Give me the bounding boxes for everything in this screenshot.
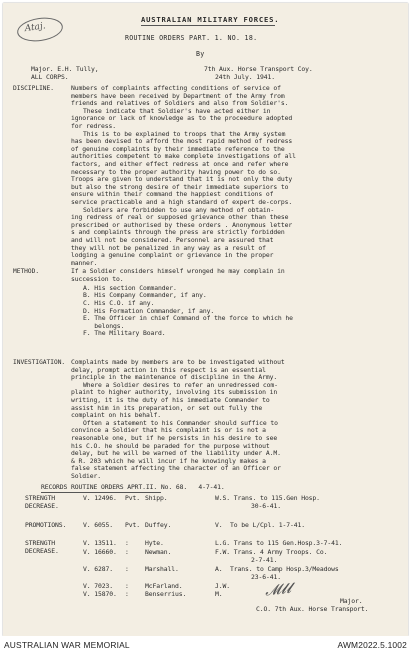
record-entry: V. To be L/Cpl. 1-7-41.	[215, 521, 305, 529]
discipline-line: manner.	[71, 258, 98, 267]
handwritten-stamp	[16, 15, 65, 44]
record-entry-continued: 30-6-41.	[251, 501, 281, 510]
record-surname: Shipp.	[145, 494, 168, 502]
discipline-line: friends and relatives of Soldiers and also from Soldier's.	[71, 99, 289, 108]
record-surname: Duffey.	[145, 521, 172, 529]
investigation-line: his C.O. he should be paraded for the purpose without	[71, 441, 270, 450]
record-entry: L.G. Trans to 115 Gen.Hosp.3-7-41.	[215, 539, 343, 547]
method-step: D. His Formation Commander, if any.	[83, 306, 215, 315]
discipline-line: ensure within their command the happiest conditions of	[71, 190, 274, 199]
method-intro-line: succession to.	[71, 274, 124, 283]
discipline-line: Troops are given to understand that it is not only the duty	[71, 175, 293, 184]
record-category: DECREASE.	[25, 501, 59, 510]
record-rank: :	[125, 565, 129, 573]
record-category: STRENGTH	[25, 539, 55, 547]
investigation-line: complaint on his behalf.	[71, 411, 161, 420]
record-entry-continued: 23-6-41.	[251, 572, 281, 581]
record-entry: J.W.	[215, 582, 230, 590]
discipline-line: authorities competent to make complete investigations of all	[71, 152, 296, 161]
footer-institution: AUSTRALIAN WAR MEMORIAL	[4, 640, 130, 650]
discipline-label: DISCIPLINE.	[13, 85, 54, 92]
investigation-line: Complaints made by members are to be investigated without	[71, 358, 285, 366]
orders-heading: ROUTINE ORDERS PART. 1. NO. 18.	[125, 34, 258, 42]
discipline-line: for redress.	[71, 122, 116, 130]
investigation-line: delay, but he will be warned of the liability under A.M.	[71, 449, 281, 458]
record-entry: A. Trans. to Camp Hosp.3/Meadows	[215, 565, 339, 573]
record-surname: Hyte.	[145, 539, 164, 547]
discipline-line: has been devised to afford the most rapid method of redress	[71, 137, 293, 146]
records-underline	[41, 492, 161, 493]
discipline-line: service practicable and a high standard of expert de-corps.	[71, 198, 293, 206]
unit-name: 7th Aux. Horse Transport Coy.	[204, 65, 313, 73]
discipline-line: necessary to the proper authority having power to do so.	[71, 167, 281, 176]
signature-unit: C.O. 7th Aux. Horse Transport.	[256, 605, 369, 613]
discipline-line: Numbers of complaints affecting conditions of service of	[71, 84, 281, 92]
investigation-line: plaint to higher authority, involving its submission in	[71, 388, 278, 397]
investigation-line: false statement affecting the character of an Officer or	[71, 464, 281, 473]
investigation-line: Soldier.	[71, 472, 101, 480]
investigation-line: writing, it is the duty of his immediate Commander to	[71, 396, 270, 404]
record-rank: :	[125, 548, 129, 556]
record-rank: Pvt.	[125, 521, 140, 529]
record-entry: M.	[215, 590, 223, 598]
record-rank: Pvt.	[125, 494, 140, 502]
record-service-number: V. 15870.	[83, 590, 117, 598]
investigation-line: & R. 203 which he will incur if he knowingly makes a	[71, 456, 266, 465]
officer-name: Major. E.H. Tully,	[31, 65, 99, 73]
record-rank: :	[125, 590, 129, 598]
record-surname: Marshall.	[145, 565, 179, 573]
method-step: F. The Military Board.	[83, 329, 166, 338]
investigation-label: INVESTIGATION.	[13, 359, 66, 366]
discipline-line: and will not be considered. Personnel are assured that	[71, 236, 274, 244]
investigation-line: Often a statement to his Commander should suffice to	[83, 418, 278, 427]
archive-footer	[0, 636, 411, 653]
title-underline	[141, 25, 275, 26]
discipline-line: lodging a genuine complaint or grievance in the proper	[71, 251, 274, 260]
document-title: AUSTRALIAN MILITARY FORCES.	[141, 15, 280, 24]
record-entry: F.W. Trans. 4 Army Troops. Co.	[215, 548, 328, 556]
investigation-line: Where a Soldier desires to refer an unredressed com-	[83, 380, 278, 389]
discipline-line: but also the strong desire of their immediate superiors to	[71, 182, 289, 191]
discipline-line: Soldiers are forbidden to use any method of obtain-	[83, 205, 275, 214]
record-service-number: V. 6055.	[83, 521, 113, 529]
investigation-line: reasonable one, but if he persists in his desire to see	[71, 434, 278, 442]
stamp-text: Ataj.	[24, 21, 47, 35]
investigation-line: assist him in its preparation, or set out fully the	[71, 403, 263, 412]
record-surname: Benserrius.	[145, 590, 187, 598]
discipline-line: factors, and either effect redress at once and refer where	[71, 160, 289, 168]
discipline-line: of genuine complaints by their immediate reference to the	[71, 144, 285, 153]
record-rank: :	[125, 539, 129, 547]
record-service-number: V. 13511.	[83, 539, 117, 547]
investigation-line: delay, prompt action in this respect is an essential	[71, 365, 266, 374]
record-surname: McFarland.	[145, 582, 183, 590]
record-rank: :	[125, 582, 129, 590]
document-sheet	[3, 3, 408, 636]
record-category: STRENGTH	[25, 494, 55, 502]
footer-accession-number: AWM2022.5.1002	[337, 640, 407, 650]
discipline-line: These indicate that Soldier's have acted either in	[83, 106, 271, 115]
discipline-line: they will not be penalized in any way as a result of	[71, 243, 266, 252]
record-service-number: V. 12496.	[83, 494, 117, 502]
handwritten-signature: 𝓜𝓵𝓵	[264, 580, 293, 600]
signature-rank: Major.	[340, 597, 363, 605]
method-step: B. His Company Commander, if any.	[83, 291, 207, 300]
discipline-line: ignorance or lack of knowledge as to the proceedure adopted	[71, 114, 293, 123]
investigation-line: convince a Soldier that his complaint is or is not a	[71, 426, 266, 435]
record-service-number: V. 6287.	[83, 565, 113, 573]
method-step: E. The Officer in chief Command of the force to which he	[83, 314, 293, 323]
method-intro-line: If a Soldier considers himself wronged he may complain in	[71, 267, 285, 275]
investigation-line: principle in the maintenance of discipline in the Army.	[71, 373, 278, 382]
order-date: 24th July. 1941.	[215, 73, 275, 81]
record-service-number: V. 7023.	[83, 582, 113, 590]
discipline-line: prescribed or authorised by these orders . Anonymous letter	[71, 220, 293, 229]
record-surname: Newman.	[145, 548, 172, 556]
method-label: METHOD.	[13, 268, 40, 275]
by-label: By	[196, 50, 205, 58]
record-service-number: V. 16660.	[83, 548, 117, 556]
records-heading: RECORDS ROUTINE ORDERS APRT.II. No. 68. 4-7-41.	[41, 483, 225, 491]
record-category: PROMOTIONS.	[25, 521, 67, 529]
discipline-line: This is to be explained to troops that the Army system	[83, 129, 286, 138]
method-step: C. His C.O. if any.	[83, 298, 155, 307]
officer-corps: ALL CORPS.	[31, 73, 69, 81]
record-category: DECREASE.	[25, 546, 59, 555]
record-entry-continued: 2-7-41.	[251, 555, 278, 564]
discipline-line: s and complaints through the press are strictly forbidden	[71, 228, 285, 237]
method-step: belongs.	[83, 321, 125, 330]
record-entry: W.S. Trans. to 115.Gen Hosp.	[215, 494, 320, 502]
method-step: A. His section Commander.	[83, 283, 177, 292]
discipline-line: ing redress of real or supposed grievance other than these	[71, 213, 289, 222]
discipline-line: members have been received by Department of the Army from	[71, 91, 285, 100]
